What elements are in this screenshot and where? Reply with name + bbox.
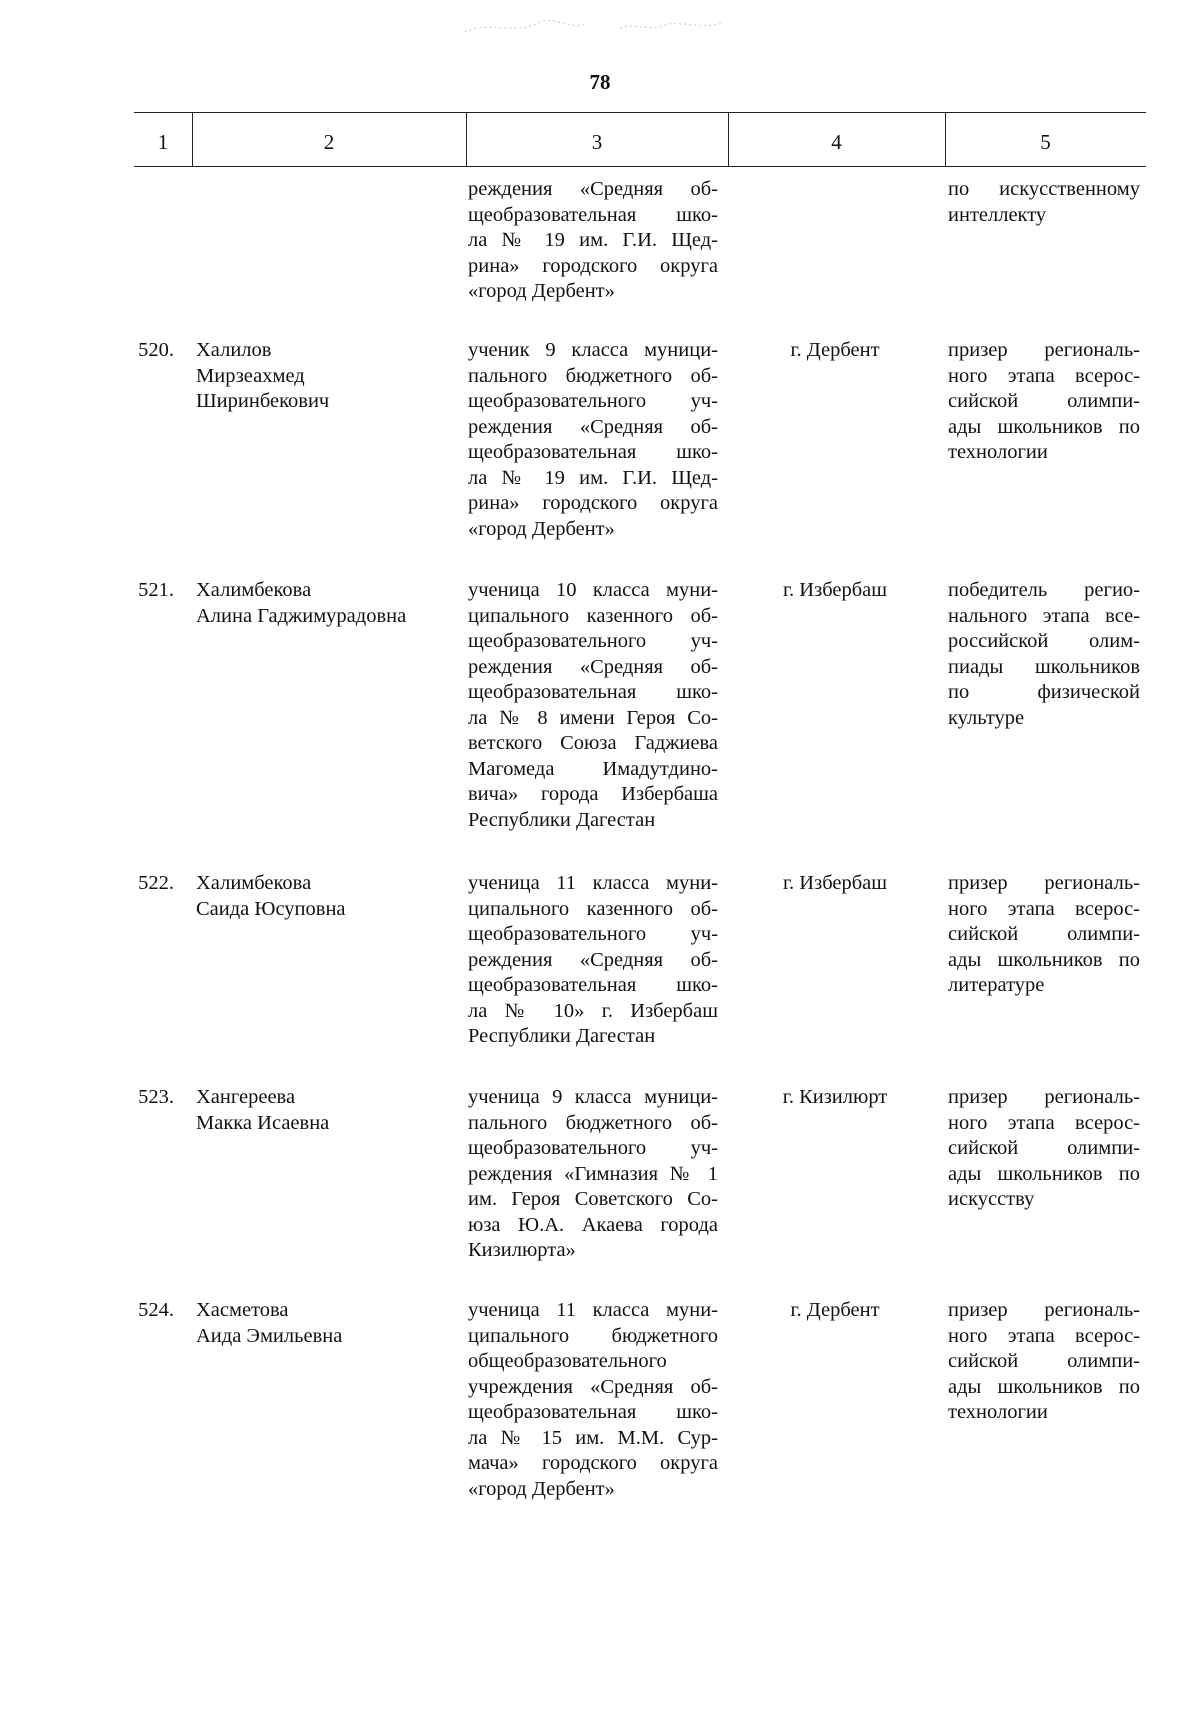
text-line: Ширинбекович bbox=[196, 390, 330, 412]
school-cell bbox=[468, 1298, 718, 1502]
text-line: щеобразовательного уч- bbox=[468, 390, 718, 412]
page-number: 78 bbox=[589, 70, 611, 94]
text-line: пального бюджетного об- bbox=[468, 1111, 718, 1134]
text-line: технологии bbox=[948, 441, 1048, 463]
text-line: ного этапа всерос- bbox=[948, 1324, 1140, 1347]
header-col-3: 3 bbox=[591, 130, 603, 154]
text-line: сийской олимпи- bbox=[948, 1137, 1140, 1159]
text-line: Макка Исаевна bbox=[196, 1111, 330, 1134]
header-col-1: 1 bbox=[157, 130, 169, 154]
text-line: реждения «Средняя об- bbox=[468, 415, 718, 438]
text-line: реждения «Гимназия № 1 bbox=[468, 1162, 718, 1185]
text-line: победитель регио- bbox=[948, 579, 1140, 601]
text-line: ады школьников по bbox=[948, 1162, 1140, 1185]
text-line: общеобразовательного bbox=[468, 1350, 667, 1372]
text-line: Халилов bbox=[196, 339, 272, 361]
text-line: сийской олимпи- bbox=[948, 1350, 1140, 1372]
text-line: щеобразовательная шко- bbox=[468, 974, 718, 996]
text-line: щеобразовательного уч- bbox=[468, 630, 718, 652]
text-line: вича» города Избербаша bbox=[468, 783, 718, 805]
award-cell bbox=[948, 1298, 1140, 1426]
text-line: щеобразовательного уч- bbox=[468, 1137, 718, 1159]
text-line: реждения «Средняя об- bbox=[468, 655, 718, 678]
row-number: 523. bbox=[138, 1086, 174, 1108]
text-line: Халимбекова bbox=[196, 872, 312, 894]
text-line: ады школьников по bbox=[948, 1375, 1140, 1398]
text-line: ученик 9 класса муници- bbox=[468, 339, 718, 361]
place-cell: г. Избербаш bbox=[782, 579, 888, 601]
row-number: 522. bbox=[138, 872, 174, 894]
text-line: ла № 10» г. Избербаш bbox=[468, 999, 718, 1022]
text-line: рина» городского округа bbox=[468, 254, 718, 277]
text-line: Саида Юсуповна bbox=[196, 897, 346, 920]
text-line: ла № 8 имени Героя Со- bbox=[468, 706, 718, 729]
name-cell bbox=[196, 1298, 436, 1349]
text-line: Хангереева bbox=[196, 1086, 296, 1108]
text-line: ла № 15 им. М.М. Сур- bbox=[468, 1426, 718, 1449]
text-line: Аида Эмильевна bbox=[196, 1324, 343, 1347]
text-line: ла № 19 им. Г.И. Щед- bbox=[468, 466, 718, 489]
text-line: ученица 10 класса муни- bbox=[468, 579, 718, 601]
header-col-2: 2 bbox=[323, 130, 335, 154]
text-line: по физической bbox=[948, 681, 1140, 703]
award-cell bbox=[948, 871, 1140, 999]
text-line: «город Дербент» bbox=[468, 1477, 615, 1500]
text-line: сийской олимпи- bbox=[948, 923, 1140, 945]
text-line: по искусственному bbox=[948, 178, 1140, 200]
text-line: ципального бюджетного bbox=[468, 1324, 718, 1347]
text-line: ципального казенного об- bbox=[468, 897, 718, 920]
header-col-4: 4 bbox=[831, 130, 842, 154]
text-line: литературе bbox=[948, 974, 1045, 996]
text-line: «город Дербент» bbox=[468, 517, 615, 540]
text-line: ного этапа всерос- bbox=[948, 897, 1140, 920]
text-line: рина» городского округа bbox=[468, 492, 718, 514]
text-line: учреждения «Средняя об- bbox=[468, 1375, 718, 1398]
text-line: технологии bbox=[948, 1401, 1048, 1423]
text-line: призер региональ- bbox=[948, 1299, 1140, 1321]
text-line: призер региональ- bbox=[948, 339, 1140, 361]
text-line: Хасметова bbox=[196, 1299, 289, 1321]
text-line: пиады школьников bbox=[948, 655, 1140, 678]
award-cell bbox=[948, 578, 1140, 731]
text-line: культуре bbox=[948, 706, 1025, 729]
text-line: ного этапа всерос- bbox=[948, 1111, 1140, 1134]
text-line: щеобразовательная шко- bbox=[468, 441, 718, 463]
school-cell bbox=[468, 871, 718, 1050]
text-line: ученица 9 класса муници- bbox=[468, 1086, 718, 1108]
school-cell bbox=[468, 1085, 718, 1264]
text-line: ла № 19 им. Г.И. Щед- bbox=[468, 229, 718, 251]
row-number: 524. bbox=[138, 1299, 174, 1321]
text-line: призер региональ- bbox=[948, 872, 1140, 894]
text-line: мача» городского округа bbox=[468, 1452, 718, 1474]
award-cell bbox=[948, 177, 1140, 228]
text-line: ученица 11 класса муни- bbox=[468, 1299, 718, 1321]
text-line: реждения «Средняя об- bbox=[468, 178, 718, 200]
text-line: им. Героя Советского Со- bbox=[468, 1188, 718, 1210]
text-line: щеобразовательная шко- bbox=[468, 1401, 718, 1423]
place-cell: г. Кизилюрт bbox=[782, 1086, 888, 1108]
text-line: «город Дербент» bbox=[468, 280, 615, 302]
text-line: щеобразовательная шко- bbox=[468, 203, 718, 226]
school-cell bbox=[468, 177, 718, 305]
school-cell bbox=[468, 578, 718, 833]
text-line: ады школьников по bbox=[948, 415, 1140, 438]
scan-artifact bbox=[460, 10, 740, 40]
name-cell bbox=[196, 1085, 436, 1136]
text-line: российской олим- bbox=[948, 630, 1140, 652]
text-line: искусству bbox=[948, 1188, 1035, 1210]
text-line: Магомеда Имадутдино- bbox=[468, 757, 718, 780]
text-line: ветского Союза Гаджиева bbox=[468, 732, 718, 754]
text-line: юза Ю.А. Акаева города bbox=[468, 1213, 718, 1236]
text-line: ного этапа всерос- bbox=[948, 364, 1140, 387]
text-line: Алина Гаджимурадовна bbox=[196, 604, 407, 627]
text-line: Республики Дагестан bbox=[468, 808, 656, 831]
text-line: ученица 11 класса муни- bbox=[468, 872, 718, 894]
text-line: Республики Дагестан bbox=[468, 1025, 656, 1047]
text-line: Халимбекова bbox=[196, 579, 312, 601]
school-cell bbox=[468, 338, 718, 542]
text-line: реждения «Средняя об- bbox=[468, 948, 718, 971]
text-line: Мирзеахмед bbox=[196, 364, 305, 387]
text-line: интеллекту bbox=[948, 203, 1047, 226]
row-number: 520. bbox=[138, 339, 174, 361]
text-line: призер региональ- bbox=[948, 1086, 1140, 1108]
text-line: ады школьников по bbox=[948, 948, 1140, 971]
row-number: 521. bbox=[138, 579, 174, 601]
text-line: Кизилюрта» bbox=[468, 1239, 576, 1261]
text-line: сийской олимпи- bbox=[948, 390, 1140, 412]
text-line: нального этапа все- bbox=[948, 604, 1140, 627]
text-line: щеобразовательная шко- bbox=[468, 681, 718, 703]
text-line: щеобразовательного уч- bbox=[468, 923, 718, 945]
award-cell bbox=[948, 338, 1140, 466]
text-line: пального бюджетного об- bbox=[468, 364, 718, 387]
name-cell bbox=[196, 578, 436, 629]
place-cell: г. Избербаш bbox=[782, 872, 888, 894]
place-cell: г. Дербент bbox=[790, 339, 880, 361]
text-line: ципального казенного об- bbox=[468, 604, 718, 627]
name-cell bbox=[196, 871, 436, 922]
name-cell bbox=[196, 338, 436, 415]
award-cell bbox=[948, 1085, 1140, 1213]
header-col-5: 5 bbox=[1040, 130, 1051, 154]
place-cell: г. Дербент bbox=[790, 1299, 880, 1321]
table-header bbox=[0, 112, 1200, 168]
